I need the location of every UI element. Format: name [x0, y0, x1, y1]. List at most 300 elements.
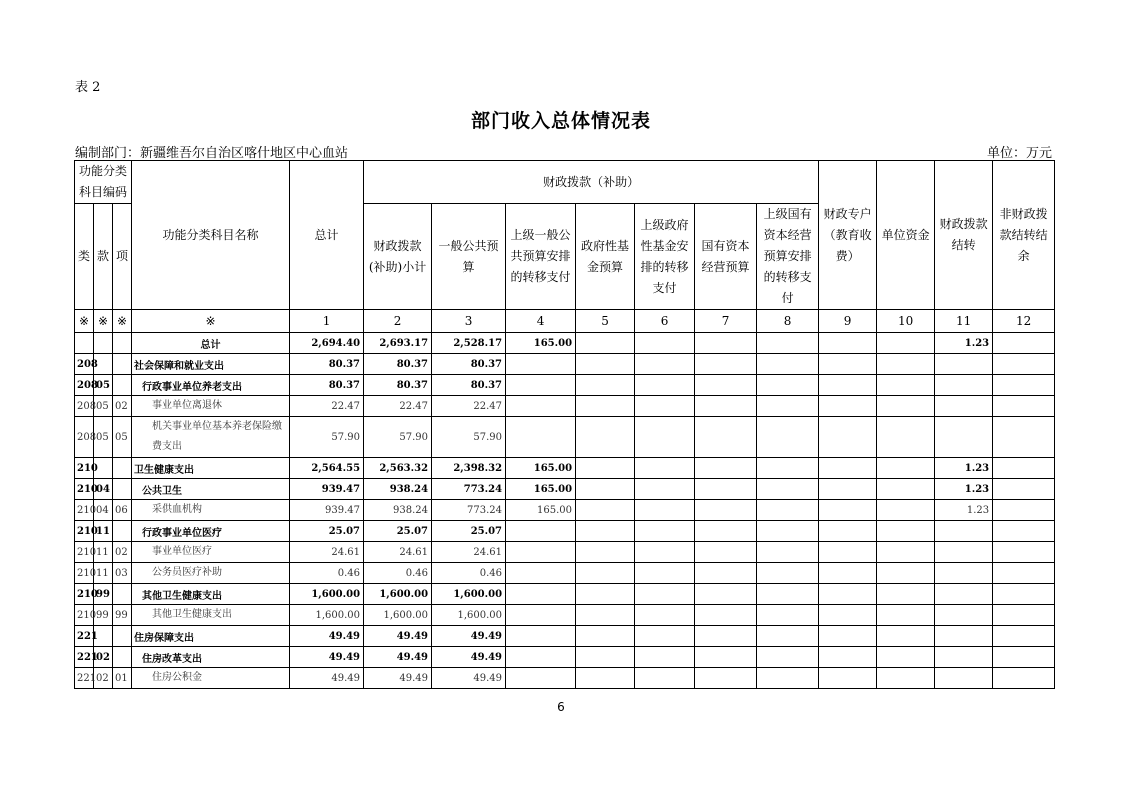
cell-kuan: 99 — [94, 605, 113, 626]
cell-fiscal-subtotal: 57.90 — [364, 417, 432, 458]
cell-name: 公共卫生 — [132, 479, 290, 500]
table-row — [75, 605, 1055, 626]
cell-xiang: 06 — [113, 500, 132, 521]
cell-nonfiscal-carryover — [993, 542, 1055, 563]
cell-gov-fund — [576, 354, 635, 375]
cell-state-capital — [695, 417, 757, 458]
cell-gov-fund — [576, 417, 635, 458]
cell-nonfiscal-carryover — [993, 479, 1055, 500]
cell-special-account — [819, 417, 877, 458]
cell-total: 2,564.55 — [290, 458, 364, 479]
header-total: 总计 — [290, 161, 364, 310]
cell-unit-funds — [877, 605, 935, 626]
cell-upper-general-transfer — [506, 605, 576, 626]
page-number: 6 — [557, 700, 565, 714]
cell-name: 事业单位离退休 — [132, 396, 290, 417]
cell-gov-fund — [576, 563, 635, 584]
cell-state-capital — [695, 458, 757, 479]
cell-special-account — [819, 479, 877, 500]
header-nonfiscal-carryover: 非财政拨款结转结余 — [993, 161, 1055, 310]
cell-gov-fund — [576, 458, 635, 479]
cell-total: 57.90 — [290, 417, 364, 458]
cell-lei: 210 — [75, 563, 94, 584]
cell-total: 25.07 — [290, 521, 364, 542]
index-cell: 11 — [935, 310, 993, 333]
header-special-account: 财政专户（教育收费） — [819, 161, 877, 310]
cell-fiscal-subtotal: 1,600.00 — [364, 605, 432, 626]
header-func-name: 功能分类科目名称 — [132, 161, 290, 310]
cell-fiscal-subtotal: 25.07 — [364, 521, 432, 542]
index-cell: 5 — [576, 310, 635, 333]
cell-gov-fund — [576, 333, 635, 354]
header-general-budget: 一般公共预算 — [432, 204, 506, 310]
cell-gov-fund — [576, 605, 635, 626]
cell-special-account — [819, 354, 877, 375]
cell-state-capital — [695, 584, 757, 605]
cell-fiscal-carryover — [935, 521, 993, 542]
header-unit-funds: 单位资金 — [877, 161, 935, 310]
cell-upper-gov-fund-transfer — [635, 333, 695, 354]
cell-total: 49.49 — [290, 626, 364, 647]
cell-xiang: 02 — [113, 396, 132, 417]
cell-name: 机关事业单位基本养老保险缴费支出 — [132, 417, 290, 458]
cell-nonfiscal-carryover — [993, 500, 1055, 521]
table-label: 表 2 — [75, 80, 101, 95]
cell-unit-funds — [877, 668, 935, 689]
cell-gov-fund — [576, 668, 635, 689]
cell-unit-funds — [877, 542, 935, 563]
cell-xiang — [113, 521, 132, 542]
cell-kuan: 11 — [94, 563, 113, 584]
cell-general-budget: 49.49 — [432, 626, 506, 647]
cell-fiscal-subtotal: 1,600.00 — [364, 584, 432, 605]
cell-xiang: 02 — [113, 542, 132, 563]
cell-general-budget: 773.24 — [432, 500, 506, 521]
cell-kuan: 05 — [94, 375, 113, 396]
index-cell: ※ — [75, 310, 94, 333]
cell-upper-gov-fund-transfer — [635, 479, 695, 500]
cell-special-account — [819, 605, 877, 626]
cell-gov-fund — [576, 375, 635, 396]
cell-special-account — [819, 375, 877, 396]
cell-unit-funds — [877, 333, 935, 354]
cell-upper-general-transfer: 165.00 — [506, 479, 576, 500]
table-row — [75, 584, 1055, 605]
cell-general-budget: 773.24 — [432, 479, 506, 500]
cell-gov-fund — [576, 626, 635, 647]
cell-fiscal-carryover — [935, 396, 993, 417]
table-row — [75, 479, 1055, 500]
index-cell: 1 — [290, 310, 364, 333]
table-row — [75, 563, 1055, 584]
cell-upper-state-capital-transfer — [757, 375, 819, 396]
cell-nonfiscal-carryover — [993, 626, 1055, 647]
cell-upper-general-transfer — [506, 563, 576, 584]
cell-general-budget: 80.37 — [432, 354, 506, 375]
header-upper-general-transfer: 上级一般公共预算安排的转移支付 — [506, 204, 576, 310]
cell-fiscal-subtotal: 22.47 — [364, 396, 432, 417]
cell-upper-general-transfer — [506, 668, 576, 689]
cell-gov-fund — [576, 521, 635, 542]
index-cell: 9 — [819, 310, 877, 333]
cell-upper-state-capital-transfer — [757, 668, 819, 689]
cell-total: 2,694.40 — [290, 333, 364, 354]
cell-upper-state-capital-transfer — [757, 458, 819, 479]
cell-state-capital — [695, 563, 757, 584]
cell-upper-general-transfer — [506, 354, 576, 375]
table-row — [75, 500, 1055, 521]
cell-general-budget: 1,600.00 — [432, 584, 506, 605]
cell-fiscal-carryover — [935, 542, 993, 563]
cell-total: 24.61 — [290, 542, 364, 563]
cell-fiscal-carryover — [935, 668, 993, 689]
cell-xiang: 01 — [113, 668, 132, 689]
cell-state-capital — [695, 668, 757, 689]
index-cell: ※ — [94, 310, 113, 333]
cell-total: 49.49 — [290, 647, 364, 668]
cell-nonfiscal-carryover — [993, 668, 1055, 689]
cell-fiscal-carryover: 1.23 — [935, 479, 993, 500]
header-upper-state-capital-transfer: 上级国有资本经营预算安排的转移支付 — [757, 204, 819, 310]
cell-xiang — [113, 584, 132, 605]
cell-upper-general-transfer — [506, 396, 576, 417]
cell-general-budget: 25.07 — [432, 521, 506, 542]
cell-state-capital — [695, 333, 757, 354]
cell-state-capital — [695, 521, 757, 542]
header-fiscal-subtotal: 财政拨款(补助)小计 — [364, 204, 432, 310]
cell-unit-funds — [877, 458, 935, 479]
cell-fiscal-carryover: 1.23 — [935, 500, 993, 521]
cell-fiscal-carryover — [935, 375, 993, 396]
cell-upper-gov-fund-transfer — [635, 584, 695, 605]
cell-lei: 221 — [75, 647, 94, 668]
cell-lei: 208 — [75, 354, 94, 375]
cell-lei: 221 — [75, 626, 94, 647]
cell-name: 其他卫生健康支出 — [132, 605, 290, 626]
index-cell: 8 — [757, 310, 819, 333]
cell-total: 939.47 — [290, 479, 364, 500]
cell-name: 行政事业单位医疗 — [132, 521, 290, 542]
cell-fiscal-subtotal: 938.24 — [364, 500, 432, 521]
cell-nonfiscal-carryover — [993, 647, 1055, 668]
cell-upper-general-transfer — [506, 417, 576, 458]
cell-special-account — [819, 458, 877, 479]
cell-fiscal-subtotal: 49.49 — [364, 668, 432, 689]
cell-xiang — [113, 626, 132, 647]
cell-gov-fund — [576, 500, 635, 521]
cell-unit-funds — [877, 563, 935, 584]
cell-unit-funds — [877, 375, 935, 396]
cell-fiscal-carryover — [935, 417, 993, 458]
cell-fiscal-carryover: 1.23 — [935, 333, 993, 354]
cell-gov-fund — [576, 584, 635, 605]
cell-fiscal-carryover — [935, 354, 993, 375]
table-row — [75, 396, 1055, 417]
header-xiang: 项 — [113, 204, 132, 310]
cell-upper-gov-fund-transfer — [635, 396, 695, 417]
cell-fiscal-carryover — [935, 626, 993, 647]
cell-lei: 210 — [75, 542, 94, 563]
cell-special-account — [819, 500, 877, 521]
cell-total: 22.47 — [290, 396, 364, 417]
table-row — [75, 333, 1055, 354]
cell-xiang — [113, 458, 132, 479]
cell-state-capital — [695, 479, 757, 500]
cell-fiscal-carryover — [935, 584, 993, 605]
cell-state-capital — [695, 500, 757, 521]
organization-label: 编制部门：新疆维吾尔自治区喀什地区中心血站 — [75, 146, 349, 161]
cell-name: 事业单位医疗 — [132, 542, 290, 563]
cell-upper-general-transfer: 165.00 — [506, 333, 576, 354]
cell-kuan: 04 — [94, 500, 113, 521]
cell-upper-gov-fund-transfer — [635, 458, 695, 479]
cell-general-budget: 1,600.00 — [432, 605, 506, 626]
cell-upper-state-capital-transfer — [757, 647, 819, 668]
cell-special-account — [819, 584, 877, 605]
cell-fiscal-subtotal: 0.46 — [364, 563, 432, 584]
index-cell: ※ — [132, 310, 290, 333]
cell-lei — [75, 333, 94, 354]
cell-xiang — [113, 333, 132, 354]
cell-fiscal-carryover — [935, 647, 993, 668]
cell-kuan — [94, 333, 113, 354]
cell-name: 住房保障支出 — [132, 626, 290, 647]
cell-upper-state-capital-transfer — [757, 396, 819, 417]
cell-upper-gov-fund-transfer — [635, 500, 695, 521]
cell-xiang — [113, 647, 132, 668]
cell-general-budget: 80.37 — [432, 375, 506, 396]
cell-kuan: 05 — [94, 396, 113, 417]
income-table — [74, 160, 1055, 689]
cell-fiscal-subtotal: 24.61 — [364, 542, 432, 563]
cell-lei: 210 — [75, 458, 94, 479]
cell-fiscal-subtotal: 2,563.32 — [364, 458, 432, 479]
cell-name: 采供血机构 — [132, 500, 290, 521]
cell-upper-gov-fund-transfer — [635, 647, 695, 668]
cell-total: 939.47 — [290, 500, 364, 521]
cell-special-account — [819, 521, 877, 542]
cell-name: 住房公积金 — [132, 668, 290, 689]
cell-kuan: 02 — [94, 647, 113, 668]
cell-upper-state-capital-transfer — [757, 563, 819, 584]
cell-nonfiscal-carryover — [993, 396, 1055, 417]
cell-total: 0.46 — [290, 563, 364, 584]
document-title: 部门收入总体情况表 — [470, 110, 651, 132]
cell-upper-general-transfer — [506, 521, 576, 542]
cell-kuan: 11 — [94, 521, 113, 542]
cell-lei: 208 — [75, 375, 94, 396]
header-func-code: 功能分类科目编码 — [75, 161, 132, 204]
table-row — [75, 417, 1055, 458]
cell-lei: 210 — [75, 605, 94, 626]
cell-kuan: 11 — [94, 542, 113, 563]
index-cell: 10 — [877, 310, 935, 333]
cell-xiang: 03 — [113, 563, 132, 584]
cell-nonfiscal-carryover — [993, 417, 1055, 458]
cell-total: 1,600.00 — [290, 584, 364, 605]
cell-upper-state-capital-transfer — [757, 479, 819, 500]
cell-fiscal-subtotal: 938.24 — [364, 479, 432, 500]
cell-unit-funds — [877, 584, 935, 605]
cell-upper-gov-fund-transfer — [635, 354, 695, 375]
cell-gov-fund — [576, 396, 635, 417]
cell-name: 总计 — [132, 333, 290, 354]
cell-gov-fund — [576, 647, 635, 668]
cell-special-account — [819, 542, 877, 563]
table-row — [75, 354, 1055, 375]
cell-fiscal-subtotal: 49.49 — [364, 647, 432, 668]
index-row — [75, 310, 1055, 333]
cell-unit-funds — [877, 500, 935, 521]
cell-name: 住房改革支出 — [132, 647, 290, 668]
cell-upper-state-capital-transfer — [757, 542, 819, 563]
cell-xiang: 99 — [113, 605, 132, 626]
cell-lei: 210 — [75, 584, 94, 605]
cell-unit-funds — [877, 396, 935, 417]
cell-general-budget: 2,398.32 — [432, 458, 506, 479]
cell-xiang — [113, 375, 132, 396]
cell-nonfiscal-carryover — [993, 605, 1055, 626]
cell-upper-state-capital-transfer — [757, 584, 819, 605]
cell-upper-state-capital-transfer — [757, 333, 819, 354]
cell-kuan: 04 — [94, 479, 113, 500]
cell-upper-gov-fund-transfer — [635, 605, 695, 626]
cell-gov-fund — [576, 479, 635, 500]
cell-kuan: 99 — [94, 584, 113, 605]
cell-nonfiscal-carryover — [993, 458, 1055, 479]
cell-lei: 221 — [75, 668, 94, 689]
cell-nonfiscal-carryover — [993, 354, 1055, 375]
cell-upper-general-transfer — [506, 626, 576, 647]
table-row — [75, 521, 1055, 542]
cell-name: 公务员医疗补助 — [132, 563, 290, 584]
cell-name: 行政事业单位养老支出 — [132, 375, 290, 396]
cell-state-capital — [695, 375, 757, 396]
cell-fiscal-subtotal: 2,693.17 — [364, 333, 432, 354]
cell-upper-general-transfer — [506, 375, 576, 396]
cell-general-budget: 49.49 — [432, 647, 506, 668]
cell-lei: 208 — [75, 396, 94, 417]
cell-upper-state-capital-transfer — [757, 354, 819, 375]
cell-lei: 210 — [75, 521, 94, 542]
cell-upper-general-transfer — [506, 647, 576, 668]
cell-general-budget: 0.46 — [432, 563, 506, 584]
cell-upper-general-transfer — [506, 584, 576, 605]
index-cell: 7 — [695, 310, 757, 333]
cell-nonfiscal-carryover — [993, 333, 1055, 354]
cell-upper-state-capital-transfer — [757, 605, 819, 626]
cell-fiscal-carryover — [935, 563, 993, 584]
cell-state-capital — [695, 647, 757, 668]
table-row — [75, 542, 1055, 563]
header-state-capital: 国有资本经营预算 — [695, 204, 757, 310]
cell-special-account — [819, 563, 877, 584]
cell-special-account — [819, 626, 877, 647]
cell-lei: 210 — [75, 500, 94, 521]
cell-fiscal-carryover — [935, 605, 993, 626]
cell-fiscal-subtotal: 80.37 — [364, 354, 432, 375]
cell-general-budget: 2,528.17 — [432, 333, 506, 354]
cell-kuan: 05 — [94, 417, 113, 458]
cell-upper-gov-fund-transfer — [635, 417, 695, 458]
cell-state-capital — [695, 626, 757, 647]
cell-upper-gov-fund-transfer — [635, 542, 695, 563]
cell-state-capital — [695, 605, 757, 626]
cell-gov-fund — [576, 542, 635, 563]
cell-upper-gov-fund-transfer — [635, 521, 695, 542]
cell-upper-general-transfer: 165.00 — [506, 458, 576, 479]
cell-fiscal-subtotal: 80.37 — [364, 375, 432, 396]
index-cell: 6 — [635, 310, 695, 333]
header-upper-gov-fund-transfer: 上级政府性基金安排的转移支付 — [635, 204, 695, 310]
index-cell: 12 — [993, 310, 1055, 333]
cell-state-capital — [695, 354, 757, 375]
cell-unit-funds — [877, 647, 935, 668]
index-cell: 2 — [364, 310, 432, 333]
cell-upper-gov-fund-transfer — [635, 626, 695, 647]
cell-xiang: 05 — [113, 417, 132, 458]
cell-upper-general-transfer — [506, 542, 576, 563]
cell-special-account — [819, 396, 877, 417]
cell-unit-funds — [877, 479, 935, 500]
cell-total: 1,600.00 — [290, 605, 364, 626]
table-row — [75, 458, 1055, 479]
cell-nonfiscal-carryover — [993, 584, 1055, 605]
table-row — [75, 626, 1055, 647]
cell-name: 社会保障和就业支出 — [132, 354, 290, 375]
table-row — [75, 647, 1055, 668]
cell-upper-state-capital-transfer — [757, 417, 819, 458]
cell-nonfiscal-carryover — [993, 521, 1055, 542]
cell-general-budget: 22.47 — [432, 396, 506, 417]
cell-upper-gov-fund-transfer — [635, 668, 695, 689]
cell-lei: 208 — [75, 417, 94, 458]
cell-name: 其他卫生健康支出 — [132, 584, 290, 605]
cell-general-budget: 49.49 — [432, 668, 506, 689]
unit-label: 单位：万元 — [986, 146, 1052, 161]
cell-upper-state-capital-transfer — [757, 521, 819, 542]
cell-total: 80.37 — [290, 375, 364, 396]
header-lei: 类 — [75, 204, 94, 310]
cell-general-budget: 57.90 — [432, 417, 506, 458]
cell-special-account — [819, 647, 877, 668]
cell-upper-gov-fund-transfer — [635, 375, 695, 396]
cell-fiscal-carryover: 1.23 — [935, 458, 993, 479]
header-gov-fund: 政府性基金预算 — [576, 204, 635, 310]
cell-xiang — [113, 479, 132, 500]
table-body — [75, 333, 1055, 689]
header-kuan: 款 — [94, 204, 113, 310]
index-cell: 4 — [506, 310, 576, 333]
index-cell: ※ — [113, 310, 132, 333]
index-cell: 3 — [432, 310, 506, 333]
cell-name: 卫生健康支出 — [132, 458, 290, 479]
cell-special-account — [819, 668, 877, 689]
cell-unit-funds — [877, 354, 935, 375]
cell-total: 49.49 — [290, 668, 364, 689]
cell-nonfiscal-carryover — [993, 563, 1055, 584]
cell-total: 80.37 — [290, 354, 364, 375]
cell-fiscal-subtotal: 49.49 — [364, 626, 432, 647]
cell-xiang — [113, 354, 132, 375]
cell-upper-state-capital-transfer — [757, 626, 819, 647]
table-row — [75, 375, 1055, 396]
header-fiscal-group: 财政拨款（补助） — [364, 161, 819, 204]
cell-upper-state-capital-transfer — [757, 500, 819, 521]
cell-kuan: 02 — [94, 668, 113, 689]
cell-lei: 210 — [75, 479, 94, 500]
cell-upper-general-transfer: 165.00 — [506, 500, 576, 521]
